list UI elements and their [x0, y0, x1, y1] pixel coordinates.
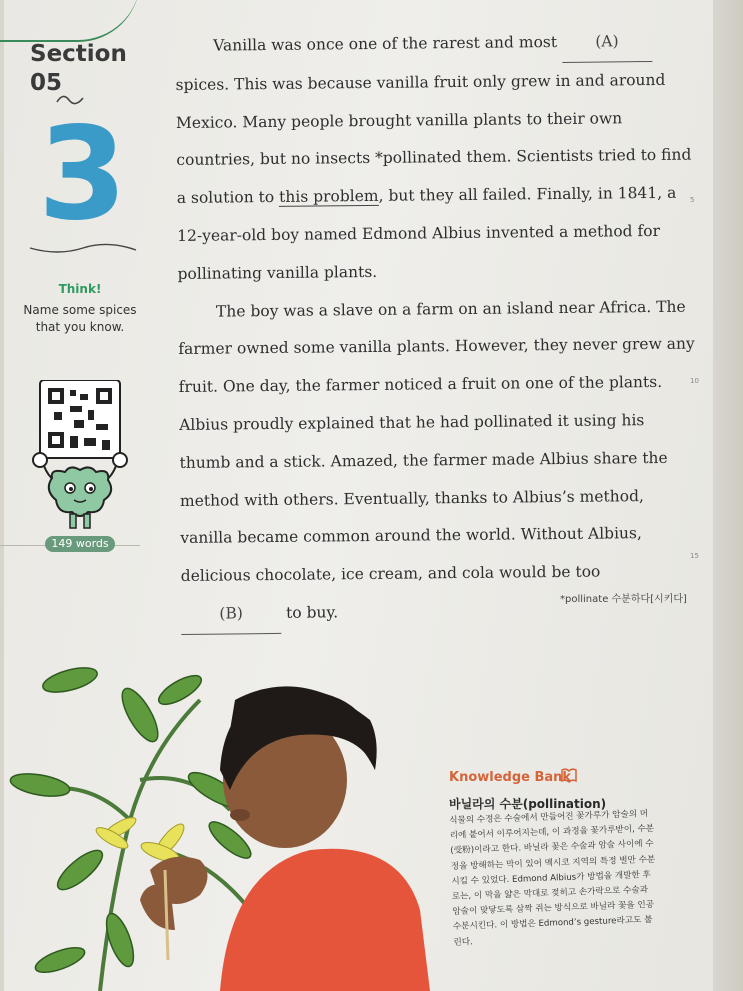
- section-label: Section: [30, 41, 127, 67]
- lesson-number: 3: [38, 100, 128, 249]
- next-page-edge: [713, 0, 743, 991]
- think-prompt-line2: that you know.: [35, 320, 125, 334]
- qr-code-icon: [40, 380, 120, 458]
- line-number-5: 5: [690, 196, 695, 204]
- knowledge-bank-body: 식물의 수정은 수술에서 만들어진 꽃가루가 암술의 머리에 붙어서 이루어지는데, 이 과정을 꽃가루받이, 수분(受粉)이라고 한다. 바닐라 꽃은 수술과 암술 사이에 수정을 방해하는 막이 있어 멕시코 지역의 특정 벌만 수분시킬 수 있었다. Edmond Albius가 방법을 개발한 후로는, 이 막을 얇은 막대로 젖히고 손가락으로 수술과 암술이 맞닿도록 살짝 쥐는 방식으로 바닐라 꽃을 인공수분시킨다. 이 방법은 Edmond’s gesture라고도 불린다.: [449, 809, 656, 948]
- p2-text-1: The boy was a slave on a farm on an island near Africa. The farmer owned some vanilla plants. However, they never grew any fruit. One day, the farmer noticed a fruit on one of the plants. Albius proudly explained that he had pollinated it using his thumb and a stick. Amazed, the farmer made Albius share the method with others. Eventually, thanks to Albius’s method, vanilla became common around the world. Without Albius, delicious chocolate, ice cream, and cola would be too: [178, 297, 695, 586]
- underlined-phrase: this problem: [279, 187, 379, 207]
- think-label: Think!: [58, 282, 102, 296]
- section-number: 05: [30, 70, 63, 96]
- p1-text-3: , but they all failed. Finally, in 1841, a 12-year-old boy named Edmond Albius invented a method for pollinating vanilla plants.: [177, 183, 677, 283]
- knowledge-bank-subtitle: 바닐라의 수분(pollination): [449, 797, 607, 811]
- think-prompt-line1: Name some spices: [23, 303, 137, 317]
- vanilla-boy-illustration: [0, 660, 440, 991]
- p1-text-2: spices. This was because vanilla fruit only grew in and around Mexico. Many people brought vanilla plants to their own countries, but no insects *pollinated them. Scientists tried to find a solution to: [175, 70, 692, 208]
- blank-b: (B): [181, 595, 281, 635]
- footnote: *pollinate 수분하다[시키다]: [560, 594, 687, 605]
- mascot-icon: [33, 453, 127, 528]
- boy-figure: [140, 686, 430, 991]
- p2-text-2: to buy.: [285, 603, 339, 622]
- book-icon: [560, 766, 578, 784]
- word-count-badge: 149 words: [45, 536, 115, 552]
- decorative-curve: [0, 0, 140, 42]
- line-number-10: 10: [690, 377, 699, 385]
- reading-passage: [175, 23, 701, 635]
- lesson-number-underline: [28, 238, 138, 258]
- p1-text-1: Vanilla was once one of the rarest and most: [213, 33, 558, 55]
- qr-mascot-icon: [30, 380, 130, 540]
- paragraph-2: [178, 288, 702, 635]
- blank-a: (A): [562, 23, 652, 63]
- paragraph-1: [175, 23, 698, 294]
- think-prompt: [20, 302, 140, 336]
- line-number-15: 15: [690, 552, 699, 560]
- knowledge-bank-title: Knowledge Bank: [449, 770, 572, 785]
